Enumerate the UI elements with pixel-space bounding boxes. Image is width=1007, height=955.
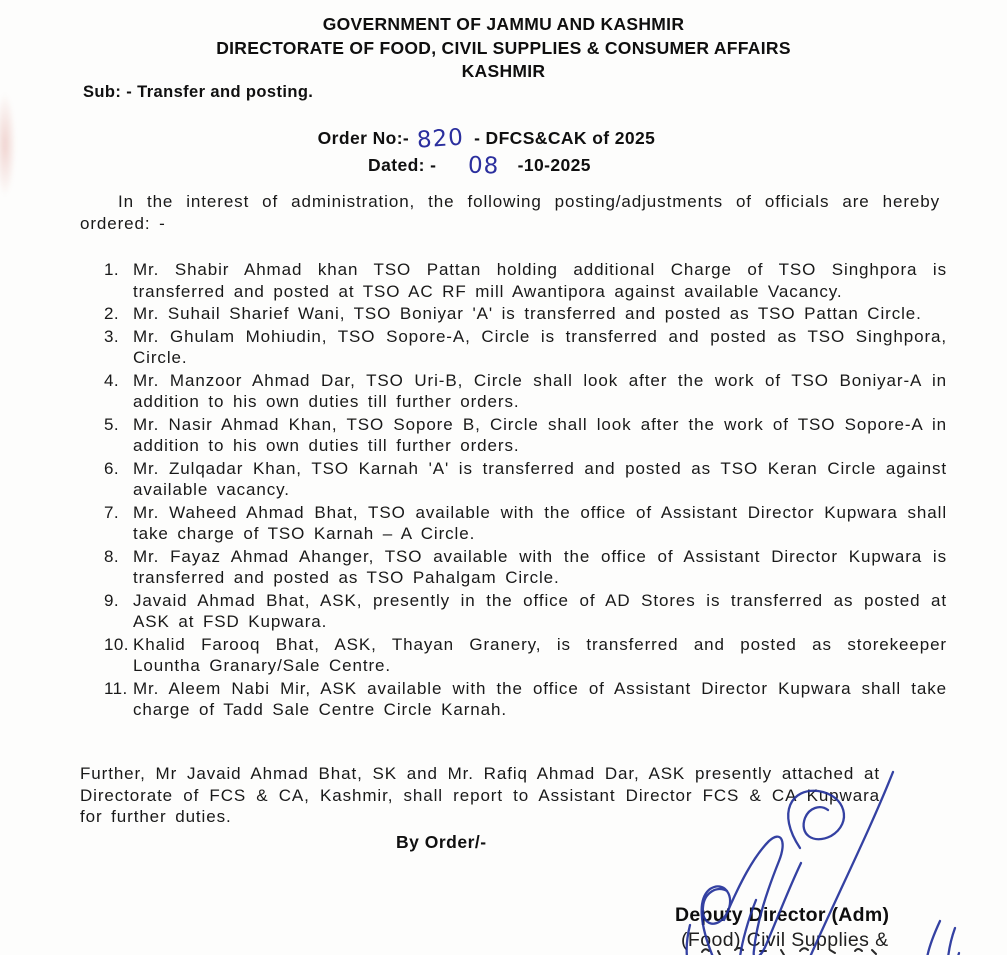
list-item-number: 9. <box>104 590 119 610</box>
list-item-text: Mr. Suhail Sharief Wani, TSO Boniyar 'A' is transferred and posted as TSO Pattan Circle. <box>133 304 922 323</box>
list-item-number: 10. <box>104 634 129 654</box>
dated-label: Dated: - <box>368 155 437 175</box>
list-item-text: Javaid Ahmad Bhat, ASK, presently in the office of AD Stores is transferred as posted at ASK at FSD Kupwara. <box>133 590 947 631</box>
list-item-number: 5. <box>104 414 119 434</box>
list-item-number: 7. <box>104 502 119 522</box>
list-item-text: Mr. Zulqadar Khan, TSO Karnah 'A' is transferred and posted as TSO Keran Circle against available vacancy. <box>133 458 947 499</box>
order-number-line <box>0 124 1007 154</box>
list-item-number: 8. <box>104 546 119 566</box>
closing-paragraph: Further, Mr Javaid Ahmad Bhat, SK and Mr. Rafiq Ahmad Dar, ASK presently attached at Directorate of FCS & CA, Kashmir, shall report to Assistant Director FCS & CA Kupwara for further duties. <box>80 764 880 826</box>
list-item-text: Mr. Shabir Ahmad khan TSO Pattan holding additional Charge of TSO Singhpora is transferred and posted at TSO AC RF mill Awantipora against available Vacancy. <box>133 260 947 301</box>
transfer-list <box>104 259 947 722</box>
list-item-number: 2. <box>104 304 119 323</box>
list-item <box>104 502 947 545</box>
list-item <box>104 370 947 413</box>
subject-line: Sub: - Transfer and posting. <box>83 83 314 101</box>
letterhead <box>0 13 1007 84</box>
letterhead-line-3: KASHMIR <box>461 61 546 81</box>
list-item <box>104 546 947 589</box>
list-item-number: 1. <box>104 260 119 279</box>
list-item-text: Khalid Farooq Bhat, ASK, Thayan Granery, is transferred and posted as storekeeper Lountha Granary/Sale Centre. <box>133 634 947 675</box>
dated-line <box>0 151 1007 180</box>
list-item <box>104 634 947 677</box>
list-item-number: 6. <box>104 458 119 478</box>
intro-paragraph: In the interest of administration, the following posting/adjustments of officials are hereby ordered: - <box>80 192 940 233</box>
list-item <box>104 303 947 325</box>
list-item-text: Mr. Ghulam Mohiudin, TSO Sopore-A, Circle is transferred and posted as TSO Singhpora, Circle. <box>133 326 947 367</box>
list-item <box>104 414 947 457</box>
signatory-title: Deputy Director (Adm) <box>675 904 890 926</box>
list-item-number: 3. <box>104 326 119 346</box>
list-item-text: Mr. Waheed Ahmad Bhat, TSO available with the office of Assistant Director Kupwara shall take charge of TSO Karnah – A Circle. <box>133 502 947 543</box>
list-item-text: Mr. Fayaz Ahmad Ahanger, TSO available with the office of Assistant Director Kupwara is transferred and posted as TSO Pahalgam Circle. <box>133 546 947 587</box>
by-order-label: By Order/- <box>396 832 487 852</box>
list-item <box>104 259 947 302</box>
order-number-suffix: - DFCS&CAK of 2025 <box>474 128 656 148</box>
dated-day-handwritten: 08 <box>467 152 501 180</box>
list-item-text: Mr. Manzoor Ahmad Dar, TSO Uri-B, Circle shall look after the work of TSO Boniyar-A in addition to his own duties till further orders. <box>133 370 947 411</box>
list-item <box>104 326 947 369</box>
letterhead-line-1: GOVERNMENT OF JAMMU AND KASHMIR <box>322 14 685 34</box>
letterhead-line-2: DIRECTORATE OF FOOD, CIVIL SUPPLIES & CONSUMER AFFAIRS <box>216 37 791 58</box>
signatory-department: (Food) Civil Supplies & <box>681 929 889 951</box>
list-item-number: 11. <box>104 678 128 698</box>
list-item-number: 4. <box>104 370 119 390</box>
dated-suffix: -10-2025 <box>517 155 591 175</box>
list-item <box>104 590 947 633</box>
order-number-handwritten: 820 <box>416 124 465 154</box>
list-item-text: Mr. Nasir Ahmad Khan, TSO Sopore B, Circle shall look after the work of TSO Sopore-A in addition to his own duties till further orders. <box>133 414 947 455</box>
list-item <box>104 458 947 501</box>
list-item-text: Mr. Aleem Nabi Mir, ASK available with the office of Assistant Director Kupwara shall take charge of Tadd Sale Centre Circle Karnah. <box>133 678 947 719</box>
list-item <box>104 678 947 721</box>
order-number-label: Order No:- <box>317 128 410 148</box>
